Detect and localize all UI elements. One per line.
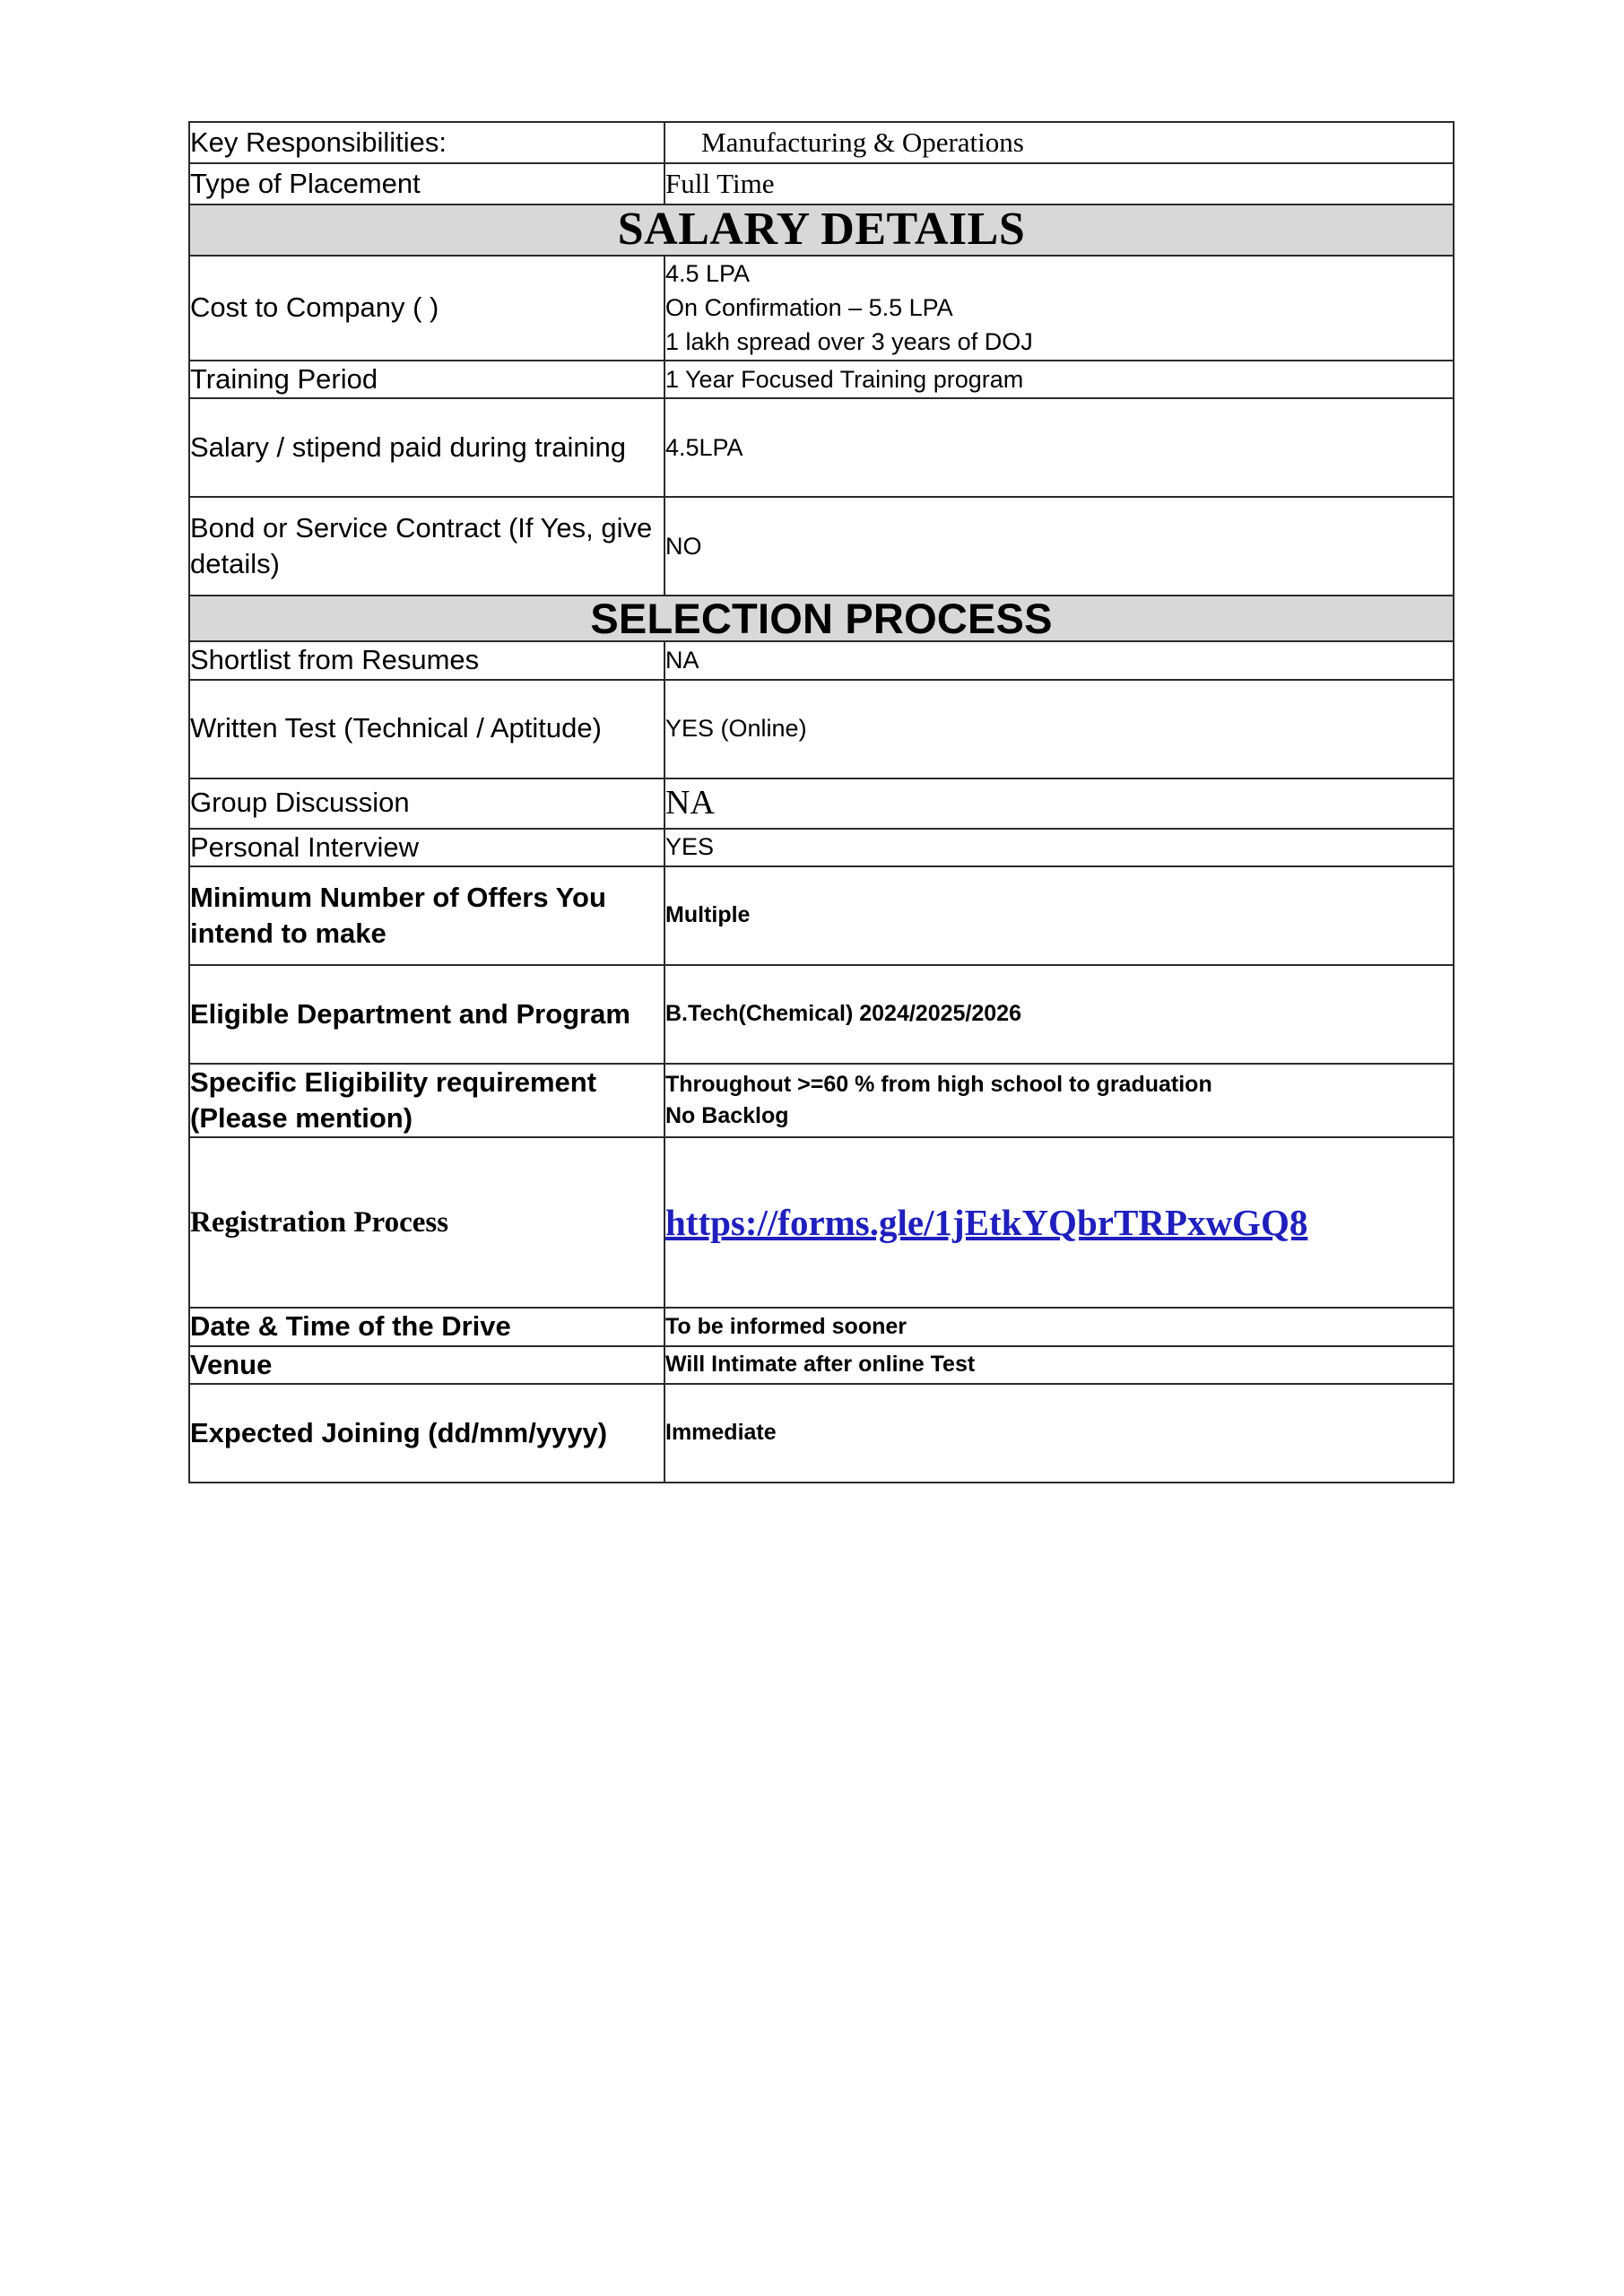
- row-value-minimum-offers: Multiple: [664, 866, 1454, 965]
- row-label-registration-process: Registration Process: [189, 1137, 664, 1308]
- row-label-salary-stipend: Salary / stipend paid during training: [189, 398, 664, 497]
- row-label-personal-interview: Personal Interview: [189, 829, 664, 866]
- table-row: [189, 361, 1454, 398]
- row-label-bond-service-contract: Bond or Service Contract (If Yes, give details): [189, 497, 664, 596]
- value-line-2: On Confirmation – 5.5 LPA: [665, 293, 953, 321]
- value-line-1: Throughout >=60 % from high school to graduation: [665, 1071, 1212, 1097]
- value-text: Manufacturing & Operations: [701, 126, 1024, 158]
- row-label-cost-to-company: Cost to Company ( ): [189, 256, 664, 361]
- row-value-bond-service-contract: NO: [664, 497, 1454, 596]
- section-header-row: [189, 596, 1454, 641]
- table-row: [189, 965, 1454, 1064]
- table-row: [189, 163, 1454, 204]
- section-header-label: SALARY DETAILS: [617, 204, 1026, 256]
- table-row: [189, 680, 1454, 778]
- row-label-key-responsibilities: Key Responsibilities:: [189, 122, 664, 163]
- row-value-eligible-department: B.Tech(Chemical) 2024/2025/2026: [664, 965, 1454, 1064]
- table-row: [189, 778, 1454, 829]
- row-label-group-discussion: Group Discussion: [189, 778, 664, 829]
- row-value-group-discussion: NA: [664, 778, 1454, 829]
- row-value-specific-eligibility: [664, 1064, 1454, 1138]
- row-value-salary-stipend: 4.5LPA: [664, 398, 1454, 497]
- row-value-cost-to-company: [664, 256, 1454, 361]
- row-label-venue: Venue: [189, 1346, 664, 1384]
- row-value-venue: Will Intimate after online Test: [664, 1346, 1454, 1384]
- table-row: [189, 1384, 1454, 1483]
- row-value-personal-interview: YES: [664, 829, 1454, 866]
- table-row: [189, 1308, 1454, 1345]
- section-header-row: [189, 204, 1454, 256]
- row-value-type-of-placement: Full Time: [664, 163, 1454, 204]
- registration-form-link[interactable]: https://forms.gle/1jEtkYQbrTRPxwGQ8: [665, 1201, 1308, 1243]
- row-value-shortlist-from-resumes: NA: [664, 641, 1454, 679]
- row-value-training-period: 1 Year Focused Training program: [664, 361, 1454, 398]
- table-row: [189, 1064, 1454, 1138]
- row-value-written-test: YES (Online): [664, 680, 1454, 778]
- row-label-shortlist-from-resumes: Shortlist from Resumes: [189, 641, 664, 679]
- section-header-selection-process: [189, 596, 1454, 641]
- table-row: [189, 829, 1454, 866]
- value-line-3: 1 lakh spread over 3 years of DOJ: [665, 328, 1033, 356]
- table-row: [189, 1346, 1454, 1384]
- row-value-registration-process: [664, 1137, 1454, 1308]
- row-label-type-of-placement: Type of Placement: [189, 163, 664, 204]
- row-value-expected-joining: Immediate: [664, 1384, 1454, 1483]
- row-label-written-test: Written Test (Technical / Aptitude): [189, 680, 664, 778]
- table-row: [189, 1137, 1454, 1308]
- table-row: [189, 866, 1454, 965]
- section-header-salary-details: [189, 204, 1454, 256]
- row-label-specific-eligibility: Specific Eligibility requirement (Please mention): [189, 1064, 664, 1138]
- table-row: [189, 497, 1454, 596]
- table-row: [189, 641, 1454, 679]
- row-label-expected-joining: Expected Joining (dd/mm/yyyy): [189, 1384, 664, 1483]
- row-label-eligible-department: Eligible Department and Program: [189, 965, 664, 1064]
- row-label-minimum-offers: Minimum Number of Offers You intend to make: [189, 866, 664, 965]
- table-row: [189, 122, 1454, 163]
- section-header-label: SELECTION PROCESS: [590, 594, 1053, 642]
- row-value-date-time-of-drive: To be informed sooner: [664, 1308, 1454, 1345]
- job-posting-table: [188, 121, 1455, 1483]
- value-line-2: No Backlog: [665, 1103, 789, 1129]
- value-line-1: 4.5 LPA: [665, 259, 751, 287]
- row-label-date-time-of-drive: Date & Time of the Drive: [189, 1308, 664, 1345]
- row-label-training-period: Training Period: [189, 361, 664, 398]
- table-row: [189, 398, 1454, 497]
- table-row: [189, 256, 1454, 361]
- row-value-key-responsibilities: [664, 122, 1454, 163]
